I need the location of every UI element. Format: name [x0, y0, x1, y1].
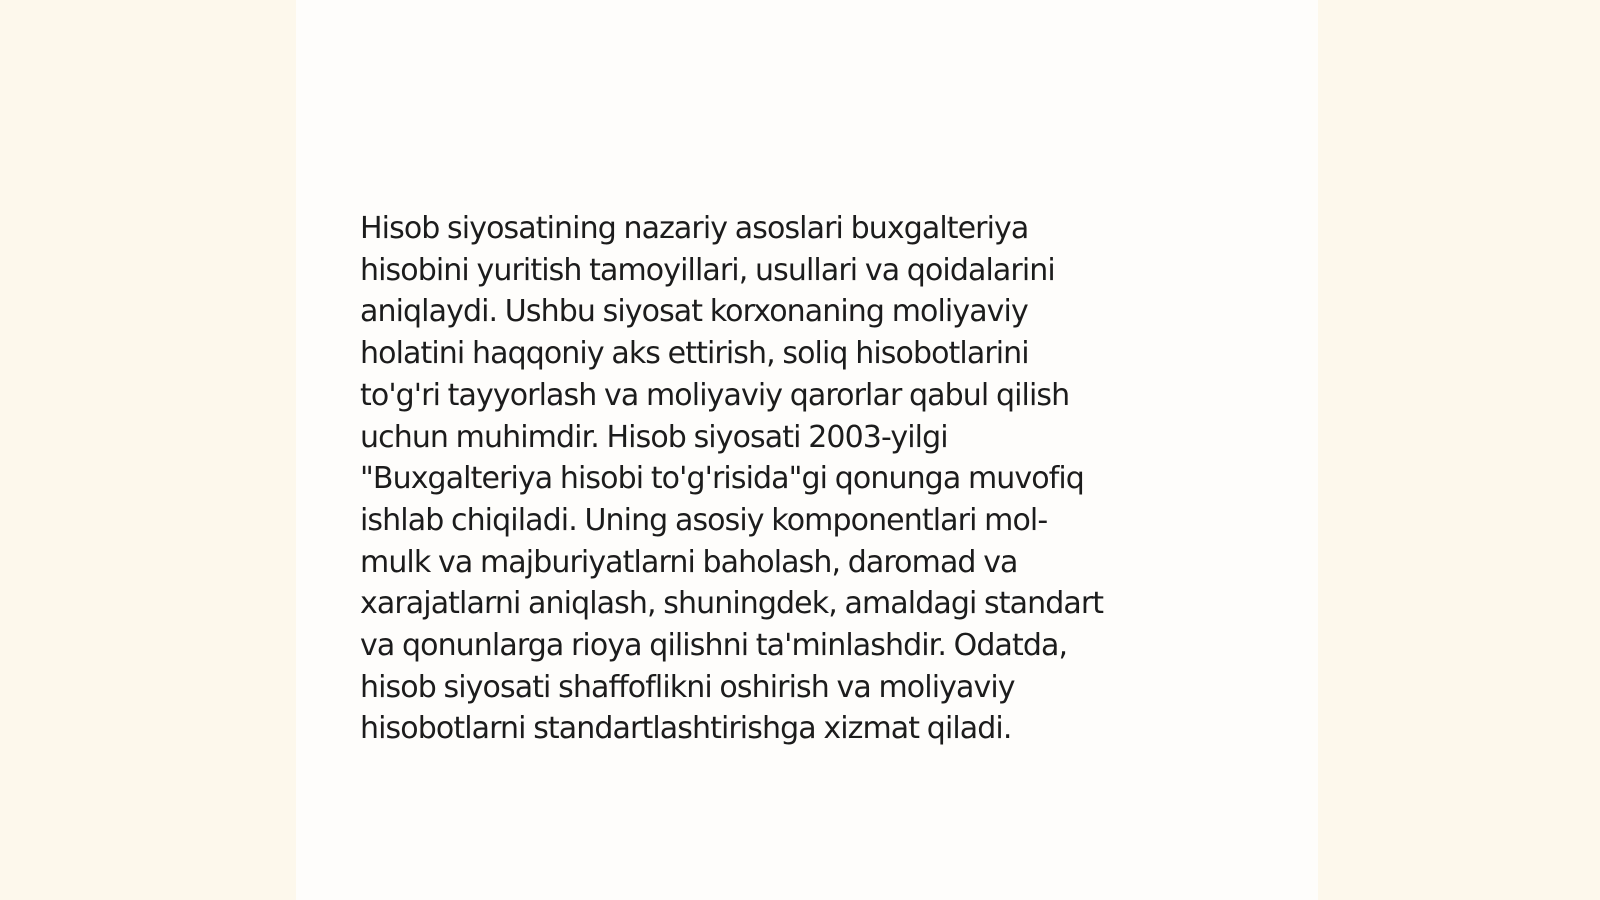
body-paragraph	[360, 208, 1230, 750]
paragraph-line: to'g'ri tayyorlash va moliyaviy qarorlar qabul qilish	[360, 377, 1070, 413]
paragraph-line: mulk va majburiyatlarni baholash, daromad va	[360, 544, 1018, 580]
paragraph-line: holatini haqqoniy aks ettirish, soliq hisobotlarini	[360, 336, 1029, 372]
paragraph-line: va qonunlarga rioya qilishni ta'minlashdir. Odatda,	[360, 628, 1068, 664]
paragraph-line: uchun muhimdir. Hisob siyosati 2003-yilgi	[360, 419, 948, 455]
document-page	[296, 0, 1318, 900]
paragraph-line: hisob siyosati shaffoflikni oshirish va moliyaviy	[360, 669, 1015, 705]
paragraph-line: "Buxgalteriya hisobi to'g'risida"gi qonunga muvofiq	[360, 461, 1084, 497]
paragraph-line: aniqlaydi. Ushbu siyosat korxonaning moliyaviy	[360, 294, 1028, 330]
paragraph-line: Hisob siyosatining nazariy asoslari buxgalteriya	[360, 211, 1029, 246]
paragraph-line: xarajatlarni aniqlash, shuningdek, amaldagi standart	[360, 586, 1104, 622]
paragraph-line: hisobotlarni standartlashtirishga xizmat qiladi.	[360, 711, 1012, 747]
paragraph-line: ishlab chiqiladi. Uning asosiy komponentlari mol-	[360, 502, 1048, 538]
paragraph-line: hisobini yuritish tamoyillari, usullari va qoidalarini	[360, 252, 1055, 288]
